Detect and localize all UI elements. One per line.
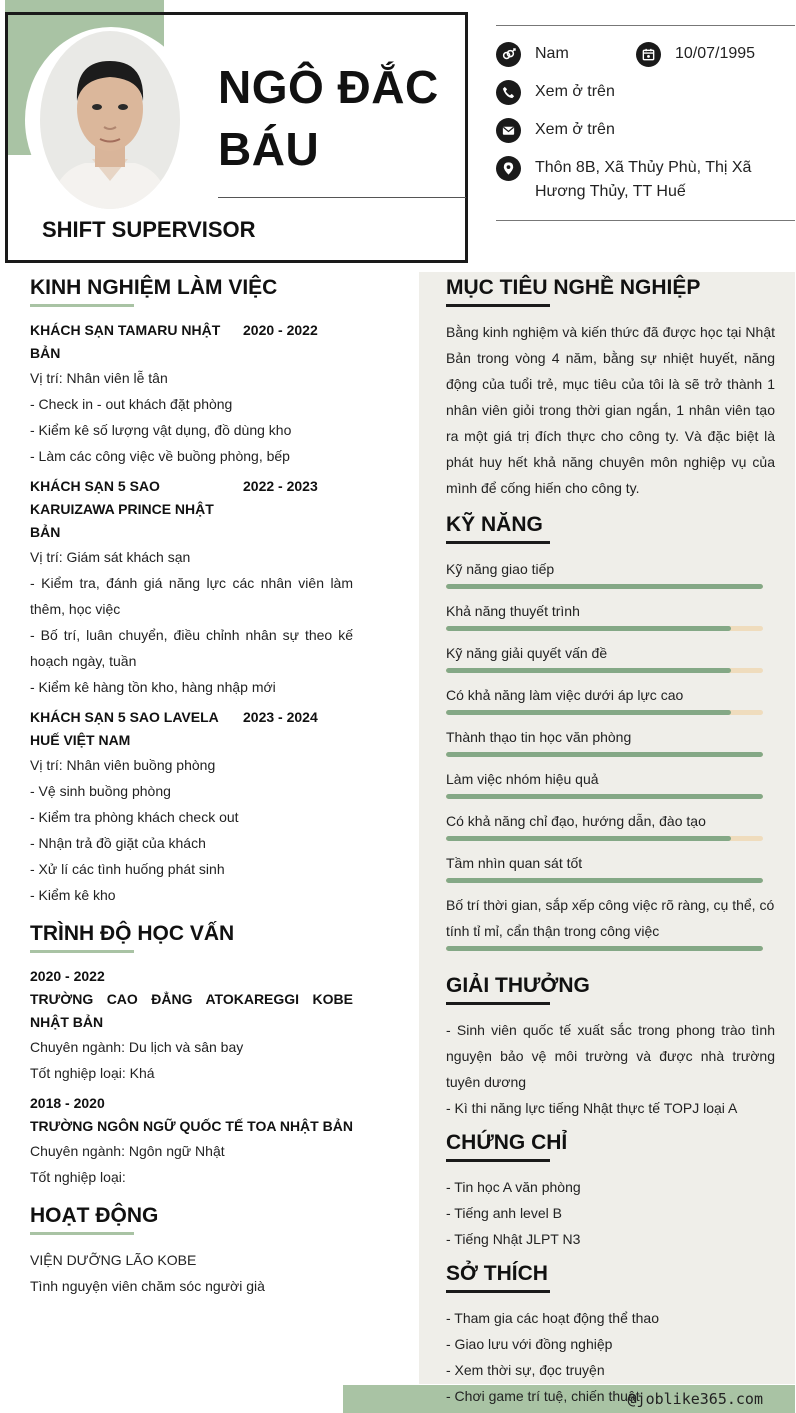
education-grade: Tốt nghiệp loại: bbox=[30, 1169, 126, 1185]
skill-name: Bố trí thời gian, sắp xếp công việc rõ ràng, cụ thể, có tính tỉ mỉ, cẩn thận trong công việc bbox=[446, 897, 775, 939]
skill-bar bbox=[446, 878, 763, 883]
job-line: - Bố trí, luân chuyển, điều chỉnh nhân sự theo kế hoạch ngày, tuần bbox=[30, 627, 353, 669]
skills-underline bbox=[446, 541, 550, 544]
activity-role: Tình nguyện viên chăm sóc người già bbox=[30, 1278, 265, 1294]
skills-list bbox=[446, 556, 775, 951]
footer-handle[interactable]: @joblike365.com bbox=[627, 1390, 763, 1408]
education-underline bbox=[30, 950, 134, 953]
skills-title: KỸ NĂNG bbox=[446, 513, 543, 536]
job-company: KHÁCH SẠN TAMARU NHẬT BẢN bbox=[30, 322, 221, 361]
right-column bbox=[446, 276, 775, 1409]
activity-place: VIỆN DƯỠNG LÃO KOBE bbox=[30, 1252, 197, 1268]
phone-value: Xem ở trên bbox=[535, 83, 615, 100]
avatar bbox=[40, 31, 180, 209]
skill-level-fill bbox=[446, 878, 763, 883]
skill-bar bbox=[446, 794, 763, 799]
skill-item bbox=[446, 724, 775, 757]
birthday-value: 10/07/1995 bbox=[675, 45, 756, 62]
job-line: Vị trí: Giám sát khách sạn bbox=[30, 549, 191, 565]
objective-underline bbox=[446, 304, 550, 307]
job-years: 2023 - 2024 bbox=[243, 709, 318, 725]
objective-text: Bằng kinh nghiệm và kiến thức đã được học tại Nhật Bản trong vòng 4 năm, bằng sự nhiệt huyết, năng động của tuổi trẻ, mục tiêu của tôi là sẽ trở thành 1 nhân viên giỏi trong thời gian ngắn, 1 nhân viên tạo ra một giá trị đích thực cho công ty. Và đặc biệt là phát huy hết khả năng chuyên môn nghiệp vụ của mình để cống hiến cho công ty. bbox=[446, 324, 775, 496]
job-line: Vị trí: Nhân viên buồng phòng bbox=[30, 757, 216, 773]
experience-title: KINH NGHIỆM LÀM VIỆC bbox=[30, 276, 278, 299]
education-years: 2020 - 2022 bbox=[30, 968, 105, 984]
job-company: KHÁCH SẠN 5 SAO KARUIZAWA PRINCE NHẬT BẢN bbox=[30, 478, 214, 540]
job-line: - Kiểm tra, đánh giá năng lực các nhân viên làm thêm, học việc bbox=[30, 575, 353, 617]
job-years: 2022 - 2023 bbox=[243, 478, 318, 494]
phone-icon bbox=[496, 80, 521, 105]
gender-icon bbox=[496, 42, 521, 67]
skill-level-fill bbox=[446, 946, 763, 951]
skill-bar bbox=[446, 626, 763, 631]
skill-name: Khả năng thuyết trình bbox=[446, 603, 580, 619]
skill-name: Thành thạo tin học văn phòng bbox=[446, 729, 632, 745]
skill-item bbox=[446, 640, 775, 673]
skill-item bbox=[446, 682, 775, 715]
skill-name: Có khả năng làm việc dưới áp lực cao bbox=[446, 687, 684, 703]
activities-title: HOẠT ĐỘNG bbox=[30, 1204, 159, 1227]
education-major: Chuyên ngành: Du lịch và sân bay bbox=[30, 1039, 244, 1055]
skill-item bbox=[446, 766, 775, 799]
contact-bottom-divider bbox=[496, 220, 795, 221]
avatar-frame bbox=[25, 27, 197, 213]
gender-value: Nam bbox=[535, 45, 569, 62]
education-school: TRƯỜNG CAO ĐẲNG ATOKAREGGI KOBE NHẬT BẢN bbox=[30, 991, 353, 1030]
contact-phone bbox=[496, 80, 615, 105]
job-company: KHÁCH SẠN 5 SAO LAVELA HUẾ VIỆT NAM bbox=[30, 709, 219, 748]
skill-name: Kỹ năng giải quyết vấn đề bbox=[446, 645, 608, 661]
certificate-item: - Tiếng anh level B bbox=[446, 1205, 562, 1221]
name-divider bbox=[218, 197, 466, 198]
left-column bbox=[30, 276, 353, 1299]
skill-level-fill bbox=[446, 584, 763, 589]
award-item: - Sinh viên quốc tế xuất sắc trong phong trào tình nguyện bảo vệ môi trường và được nhà trường tuyên dương bbox=[446, 1022, 775, 1090]
certificates-underline bbox=[446, 1159, 550, 1162]
address-value: Thôn 8B, Xã Thủy Phù, Thị Xã Hương Thủy, TT Huế bbox=[535, 159, 752, 200]
job-line: - Nhận trả đồ giặt của khách bbox=[30, 835, 206, 851]
skill-item bbox=[446, 556, 775, 589]
skill-bar bbox=[446, 946, 763, 951]
hobby-item: - Giao lưu với đồng nghiệp bbox=[446, 1336, 613, 1352]
skill-level-fill bbox=[446, 626, 731, 631]
awards-title: GIẢI THƯỞNG bbox=[446, 974, 590, 997]
education-entry bbox=[30, 965, 353, 1086]
skill-bar bbox=[446, 752, 763, 757]
education-entry bbox=[30, 1092, 353, 1190]
contact-gender bbox=[496, 42, 569, 67]
certificate-item: - Tiếng Nhật JLPT N3 bbox=[446, 1231, 581, 1247]
job-line: - Xử lí các tình huống phát sinh bbox=[30, 861, 225, 877]
job-title: SHIFT SUPERVISOR bbox=[42, 217, 256, 242]
education-years: 2018 - 2020 bbox=[30, 1095, 105, 1111]
location-pin-icon bbox=[496, 156, 521, 181]
contact-address bbox=[496, 156, 756, 204]
calendar-icon bbox=[636, 42, 661, 67]
skill-name: Tầm nhìn quan sát tốt bbox=[446, 855, 583, 871]
contact-birthday bbox=[636, 42, 755, 67]
education-school: TRƯỜNG NGÔN NGỮ QUỐC TẾ TOA NHẬT BẢN bbox=[30, 1118, 353, 1134]
hobby-item: - Xem thời sự, đọc truyện bbox=[446, 1362, 605, 1378]
skill-level-fill bbox=[446, 710, 731, 715]
skill-name: Có khả năng chỉ đạo, hướng dẫn, đào tạo bbox=[446, 813, 706, 829]
skill-level-fill bbox=[446, 668, 731, 673]
hobby-item: - Tham gia các hoạt động thể thao bbox=[446, 1310, 659, 1326]
skill-item bbox=[446, 892, 775, 951]
email-value: Xem ở trên bbox=[535, 121, 615, 138]
skill-bar bbox=[446, 836, 763, 841]
job-entry bbox=[30, 475, 353, 700]
certificates-title: CHỨNG CHỈ bbox=[446, 1131, 568, 1154]
award-item: - Kì thi năng lực tiếng Nhật thực tế TOPJ loại A bbox=[446, 1100, 738, 1116]
education-title: TRÌNH ĐỘ HỌC VẤN bbox=[30, 922, 235, 945]
job-line: Vị trí: Nhân viên lễ tân bbox=[30, 370, 168, 386]
job-line: - Check in - out khách đặt phòng bbox=[30, 396, 233, 412]
experience-underline bbox=[30, 304, 134, 307]
job-entry bbox=[30, 706, 353, 908]
education-major: Chuyên ngành: Ngôn ngữ Nhật bbox=[30, 1143, 225, 1159]
skill-level-fill bbox=[446, 794, 763, 799]
job-line: - Kiểm kê số lượng vật dụng, đồ dùng kho bbox=[30, 422, 292, 438]
job-line: - Kiểm kê kho bbox=[30, 887, 116, 903]
candidate-name: NGÔ ĐẮC BÁU bbox=[218, 61, 439, 175]
awards-underline bbox=[446, 1002, 550, 1005]
skill-level-fill bbox=[446, 752, 763, 757]
email-icon bbox=[496, 118, 521, 143]
skill-item bbox=[446, 598, 775, 631]
skill-level-fill bbox=[446, 836, 731, 841]
objective-title: MỤC TIÊU NGHỀ NGHIỆP bbox=[446, 276, 701, 299]
job-entry bbox=[30, 319, 353, 469]
job-years: 2020 - 2022 bbox=[243, 322, 318, 338]
certificate-item: - Tin học A văn phòng bbox=[446, 1179, 581, 1195]
skill-bar bbox=[446, 710, 763, 715]
education-grade: Tốt nghiệp loại: Khá bbox=[30, 1065, 155, 1081]
contact-top-divider bbox=[496, 25, 795, 26]
job-line: - Kiểm tra phòng khách check out bbox=[30, 809, 239, 825]
job-line: - Vệ sinh buồng phòng bbox=[30, 783, 171, 799]
skill-item bbox=[446, 850, 775, 883]
activities-underline bbox=[30, 1232, 134, 1235]
hobbies-title: SỞ THÍCH bbox=[446, 1262, 548, 1285]
hobby-item: - Chơi game trí tuệ, chiến thuật bbox=[446, 1388, 640, 1404]
skill-bar bbox=[446, 668, 763, 673]
skill-name: Làm việc nhóm hiệu quả bbox=[446, 771, 599, 787]
skill-bar bbox=[446, 584, 763, 589]
job-line: - Làm các công việc về buồng phòng, bếp bbox=[30, 448, 290, 464]
job-line: - Kiểm kê hàng tồn kho, hàng nhập mới bbox=[30, 679, 276, 695]
hobbies-underline bbox=[446, 1290, 550, 1293]
contact-email bbox=[496, 118, 615, 143]
skill-name: Kỹ năng giao tiếp bbox=[446, 561, 555, 577]
skill-item bbox=[446, 808, 775, 841]
